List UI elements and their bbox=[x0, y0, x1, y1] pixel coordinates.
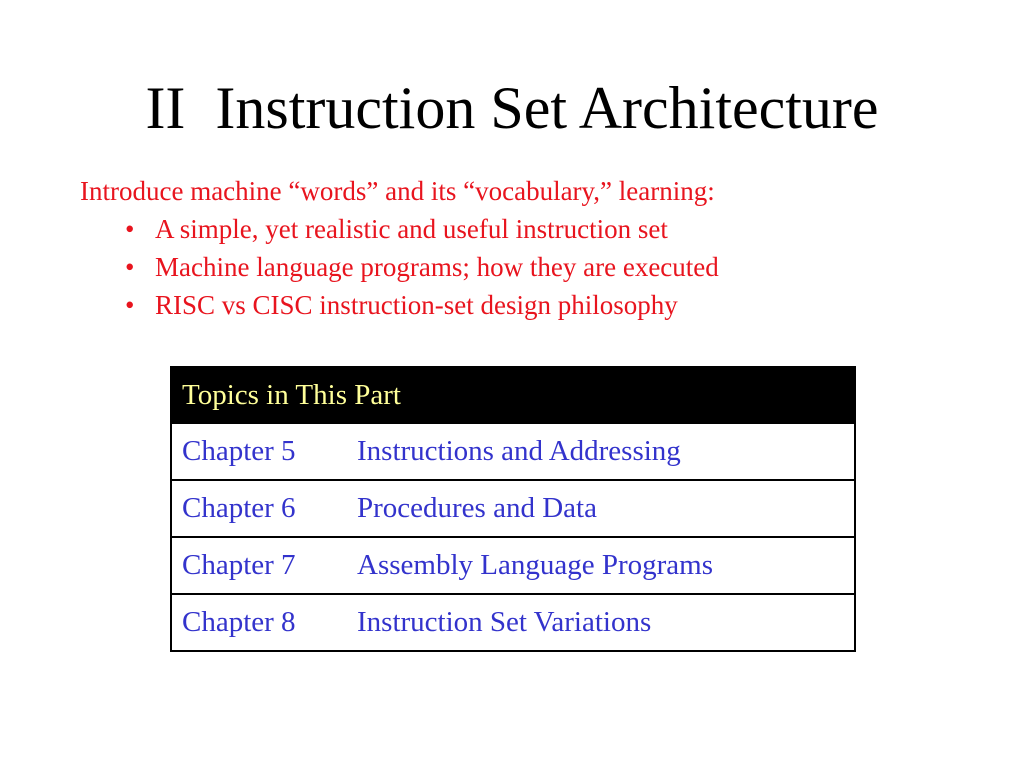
chapter-number: Chapter 5 bbox=[182, 435, 296, 467]
chapter-topic: Procedures and Data bbox=[357, 492, 597, 524]
table-cell bbox=[171, 423, 855, 480]
table-cell bbox=[171, 537, 855, 594]
table-cell bbox=[171, 594, 855, 651]
table-row bbox=[171, 537, 855, 594]
chapter-number: Chapter 6 bbox=[182, 492, 296, 524]
table-row bbox=[171, 423, 855, 480]
table-row bbox=[171, 480, 855, 537]
bullet-text: RISC vs CISC instruction-set design philosophy bbox=[155, 290, 678, 320]
table-cell bbox=[171, 480, 855, 537]
chapter-topic: Assembly Language Programs bbox=[357, 549, 713, 581]
table-header: Topics in This Part bbox=[171, 367, 855, 423]
bullet-list bbox=[125, 210, 719, 324]
slide-title: II Instruction Set Architecture bbox=[145, 75, 879, 141]
table-header-row bbox=[171, 367, 855, 423]
bullet-item bbox=[125, 248, 719, 286]
bullet-icon: • bbox=[125, 214, 135, 244]
bullet-icon: • bbox=[125, 252, 135, 282]
bullet-icon: • bbox=[125, 290, 135, 320]
chapter-topic: Instruction Set Variations bbox=[357, 606, 652, 638]
bullet-item bbox=[125, 210, 719, 248]
topics-table bbox=[170, 366, 856, 652]
chapter-number: Chapter 8 bbox=[182, 606, 296, 638]
bullet-item bbox=[125, 286, 719, 324]
table-row bbox=[171, 594, 855, 651]
bullet-text: A simple, yet realistic and useful instruction set bbox=[155, 214, 668, 244]
chapter-topic: Instructions and Addressing bbox=[357, 435, 681, 467]
intro-text: Introduce machine “words” and its “vocabulary,” learning: bbox=[80, 176, 715, 206]
chapter-number: Chapter 7 bbox=[182, 549, 296, 581]
bullet-text: Machine language programs; how they are executed bbox=[155, 252, 719, 282]
